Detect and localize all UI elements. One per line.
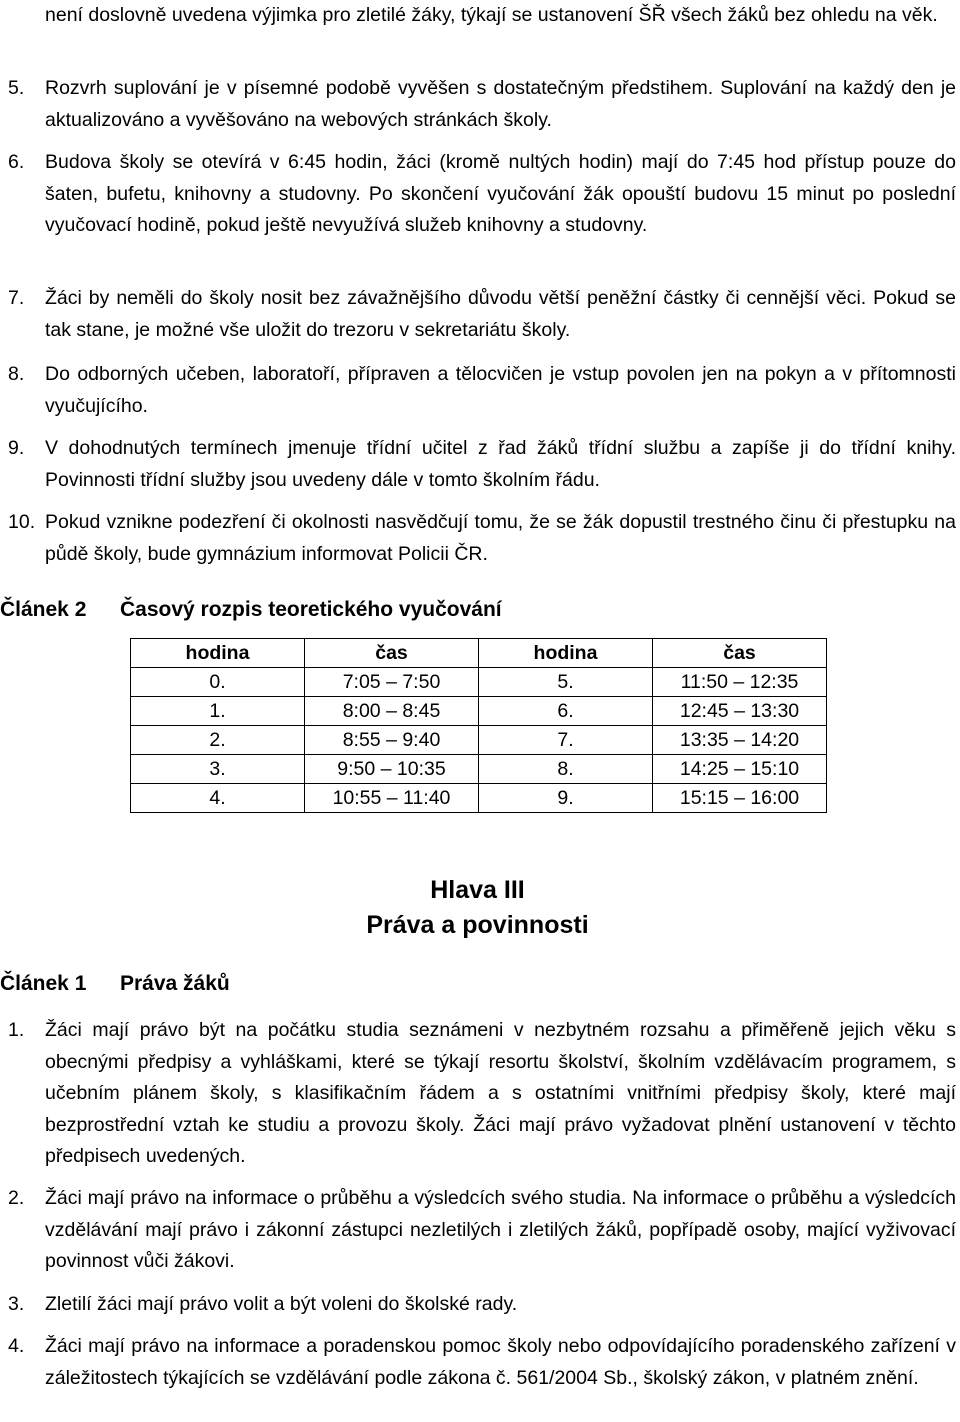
table-cell: 9. [479,784,653,813]
list-item-6 [8,147,956,242]
item-number: 8. [8,363,25,385]
item-number: 1. [8,1019,25,1041]
item-text: Žáci by neměli do školy nosit bez závažnějšího důvodu větší peněžní částky či cennější věci. Pokud se tak stane, je možné vše uložit do trezoru v sekretariátu školy. [45,287,956,341]
item-text: V dohodnutých termínech jmenuje třídní učitel z řad žáků třídní službu a zapíše ji do třídní knihy. Povinnosti třídní služby jsou uvedeny dále v tomto školním řádu. [45,437,956,491]
table-cell: 2. [131,726,305,755]
column-header: hodina [131,639,305,668]
article-label: Článek 1 [0,972,87,995]
table-row [131,755,827,784]
table-cell: 13:35 – 14:20 [653,726,827,755]
rights-item-4 [8,1331,956,1394]
intro-text: není doslovně uvedena výjimka pro zletilé žáky, týkají se ustanovení ŠŘ všech žáků bez ohledu na věk. [45,4,938,26]
item-number: 2. [8,1187,25,1209]
list-item-10 [8,507,956,570]
column-header: čas [305,639,479,668]
table-cell: 3. [131,755,305,784]
table-row [131,697,827,726]
table-header-row [131,639,827,668]
table-cell: 5. [479,668,653,697]
item-number: 7. [8,287,25,309]
article-title: Časový rozpis teoretického vyučování [120,598,502,621]
item-text: Rozvrh suplování je v písemné podobě vyvěšen s dostatečným předstihem. Suplování na každý den je aktualizováno a vyvěšováno na webových stránkách školy. [45,77,956,131]
table-cell: 6. [479,697,653,726]
item-text: Žáci mají právo na informace o průběhu a výsledcích svého studia. Na informace o průběhu a výsledcích vzdělávání mají právo i zákonní zástupci nezletilých i zletilých žáků, popřípadě osoby, mající vyživovací povinnost vůči žákovi. [45,1187,956,1272]
item-text: Žáci mají právo na informace a poradenskou pomoc školy nebo odpovídajícího poradenského zařízení v záležitostech týkajících se vzdělávání podle zákona č. 561/2004 Sb., školský zákon, v platném znění. [45,1335,956,1389]
chapter-title: Práva a povinnosti [366,911,589,939]
rights-item-3 [8,1289,956,1321]
rights-item-2 [8,1183,956,1278]
timetable [130,638,827,813]
item-text: Zletilí žáci mají právo volit a být voleni do školské rady. [45,1293,518,1315]
item-text: Budova školy se otevírá v 6:45 hodin, žáci (kromě nultých hodin) mají do 7:45 hod přístup pouze do šaten, bufetu, knihovny a studovny. Po skončení vyučování žák opouští budovu 15 minut po poslední vyučovací hodině, pokud ještě nevyužívá služeb knihovny a studovny. [45,151,956,236]
item-text: Do odborných učeben, laboratoří, přípraven a tělocvičen je vstup povolen jen na pokyn a v přítomnosti vyučujícího. [45,363,956,417]
column-header: čas [653,639,827,668]
item-number: 5. [8,77,25,99]
item-number: 9. [8,437,25,459]
table-cell: 11:50 – 12:35 [653,668,827,697]
table-cell: 15:15 – 16:00 [653,784,827,813]
table-cell: 10:55 – 11:40 [305,784,479,813]
item-number: 6. [8,151,25,173]
list-item-7 [8,283,956,346]
article-title: Práva žáků [120,972,230,995]
table-row [131,784,827,813]
table-row [131,668,827,697]
item-number: 10. [8,511,36,533]
intro-paragraph [8,0,956,32]
table-cell: 12:45 – 13:30 [653,697,827,726]
table-cell: 1. [131,697,305,726]
article-label: Článek 2 [0,598,87,621]
chapter-number: Hlava III [430,876,525,904]
list-item-5 [8,73,956,136]
item-number: 3. [8,1293,25,1315]
item-text: Pokud vznikne podezření či okolnosti nasvědčují tomu, že se žák dopustil trestného činu či přestupku na půdě školy, bude gymnázium informovat Policii ČR. [45,511,956,565]
list-item-9 [8,433,956,496]
table-cell: 7:05 – 7:50 [305,668,479,697]
rights-item-1 [8,1015,956,1173]
table-cell: 4. [131,784,305,813]
table-cell: 0. [131,668,305,697]
item-text: Žáci mají právo být na počátku studia seznámeni v nezbytném rozsahu a přiměřeně jejich věku s obecnými předpisy a vyhláškami, které se týkají resortu školství, školním vzdělávacím programem, s učebním plánem školy, s klasifikačním řádem a s ostatními vnitřními předpisy školy, které mají bezprostřední vztah ke studiu a provozu školy. Žáci mají právo vyžadovat plnění ustanovení v těchto předpisech uvedených. [45,1019,956,1167]
table-cell: 7. [479,726,653,755]
list-item-8 [8,359,956,422]
table-cell: 8:55 – 9:40 [305,726,479,755]
table-cell: 8:00 – 8:45 [305,697,479,726]
table-cell: 9:50 – 10:35 [305,755,479,784]
item-number: 4. [8,1335,25,1357]
table-cell: 14:25 – 15:10 [653,755,827,784]
table-cell: 8. [479,755,653,784]
table-row [131,726,827,755]
column-header: hodina [479,639,653,668]
